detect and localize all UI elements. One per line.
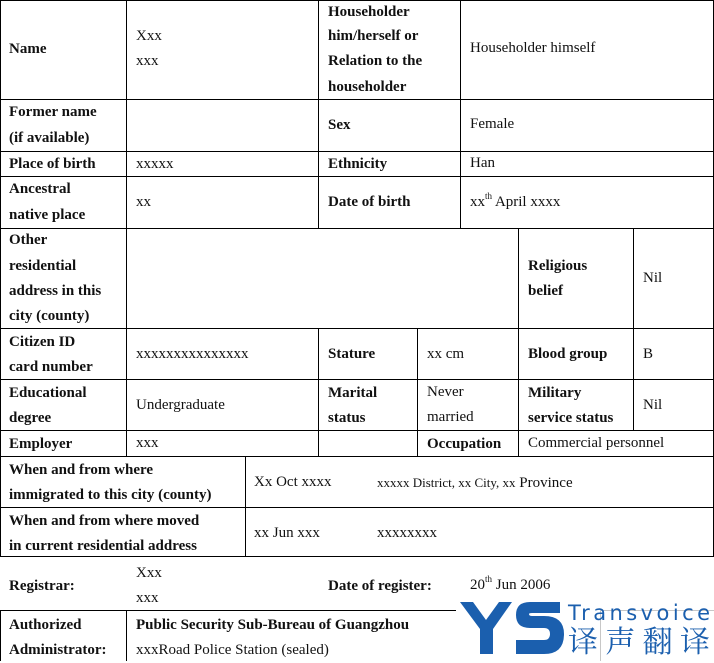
marital-label: Marital xyxy=(328,385,378,401)
relation-label: Relation to the xyxy=(328,53,423,69)
marital-value: married xyxy=(427,409,474,425)
other-address-label: residential xyxy=(9,258,77,274)
military-value: Nil xyxy=(643,397,663,413)
admin-label: Administrator: xyxy=(9,642,107,658)
other-address-label: address in this xyxy=(9,283,102,299)
relation-label: Householder xyxy=(328,4,410,20)
military-label: Military xyxy=(528,385,582,401)
moved-label: in current residential address xyxy=(9,538,197,554)
immigrated-label: immigrated to this city (county) xyxy=(9,487,212,503)
admin-label: Authorized xyxy=(9,617,82,633)
moved-date: xx Jun xxx xyxy=(254,525,320,541)
registrar-value: Xxx xyxy=(136,565,162,581)
name-label: Name xyxy=(9,41,47,57)
former-name-label: (if available) xyxy=(9,130,90,146)
moved-place: xxxxxxxx xyxy=(377,525,437,541)
education-label: Educational xyxy=(9,385,87,401)
immigrated-label: When and from where xyxy=(9,462,154,478)
employer-value: xxx xyxy=(136,435,159,451)
admin-value-sub: xxxRoad Police Station (sealed) xyxy=(136,642,329,658)
occupation-value: Commercial personnel xyxy=(528,435,665,451)
immigrated-place: xxxxx District, xx City, xx Province xyxy=(377,475,573,491)
education-label: degree xyxy=(9,410,52,426)
dob-value: $xx^{th}$ April xxxx xyxy=(470,191,561,210)
admin-value: Public Security Sub-Bureau of Guangzhou xyxy=(136,617,410,633)
registrar-label: Registrar: xyxy=(9,578,75,594)
register-date-label: Date of register: xyxy=(328,578,432,594)
moved-label: When and from where moved xyxy=(9,513,200,529)
marital-value: Never xyxy=(427,384,464,400)
relation-label: householder xyxy=(328,79,407,95)
former-name-label: Former name xyxy=(9,104,97,120)
relation-value: Householder himself xyxy=(470,40,596,56)
ancestral-place-label: native place xyxy=(9,207,86,223)
place-of-birth-value: xxxxx xyxy=(136,156,174,172)
citizen-id-label: Citizen ID xyxy=(9,334,76,350)
religious-label: belief xyxy=(528,283,563,299)
employer-label: Employer xyxy=(9,436,73,452)
other-address-label: city (county) xyxy=(9,308,90,324)
religious-label: Religious xyxy=(528,258,588,274)
ancestral-place-label: Ancestral xyxy=(9,181,71,197)
register-date-value: 20th Jun 2006 xyxy=(470,574,551,593)
stature-value: xx cm xyxy=(427,346,465,362)
blood-group-label: Blood group xyxy=(528,346,608,362)
registrar-value-alt: xxx xyxy=(136,590,159,606)
citizen-id-value: xxxxxxxxxxxxxxx xyxy=(136,346,249,362)
relation-label: him/herself or xyxy=(328,28,419,44)
citizen-id-label: card number xyxy=(9,359,93,375)
ethnicity-label: Ethnicity xyxy=(328,156,388,172)
marital-label: status xyxy=(328,410,366,426)
logo-latin-text: Transvoice xyxy=(568,601,710,625)
military-label: service status xyxy=(528,410,614,426)
transvoice-logo xyxy=(456,598,714,661)
immigrated-date: Xx Oct xxxx xyxy=(254,474,332,490)
sex-value: Female xyxy=(470,116,515,132)
place-of-birth-label: Place of birth xyxy=(9,156,96,172)
name-value: Xxx xyxy=(136,28,162,44)
sex-label: Sex xyxy=(328,117,351,133)
ancestral-place-value: xx xyxy=(136,194,151,210)
ethnicity-value: Han xyxy=(470,155,495,171)
other-address-label: Other xyxy=(9,232,48,248)
logo-cjk-text: 译声翻译 xyxy=(568,625,710,660)
occupation-label: Occupation xyxy=(427,436,502,452)
education-value: Undergraduate xyxy=(136,397,225,413)
stature-label: Stature xyxy=(328,346,376,362)
name-value-alt: xxx xyxy=(136,53,159,69)
religious-value: Nil xyxy=(643,270,663,286)
dob-label: Date of birth xyxy=(328,194,411,210)
blood-group-value: B xyxy=(643,346,654,362)
